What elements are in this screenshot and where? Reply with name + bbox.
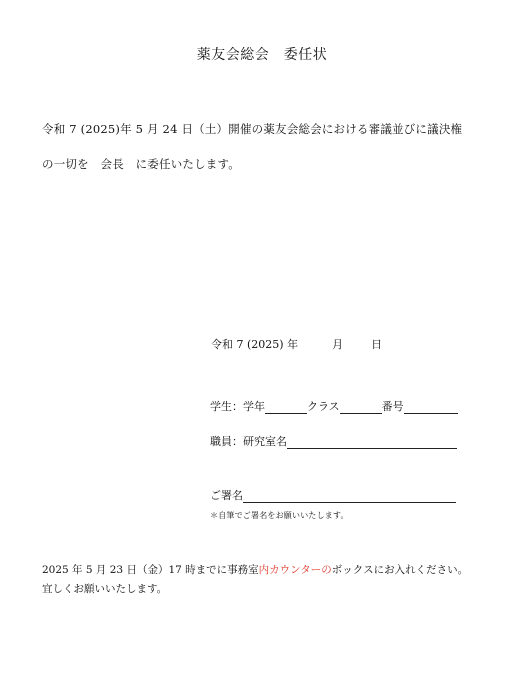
date-day-label: 日 [371,338,383,351]
submission-notice [42,562,468,577]
notice-suffix: ボックスにお入れください。 [331,564,469,576]
closing-line: 宜しくお願いいたします。 [42,583,168,595]
signature-note: ＊自筆でご署名をお願いいたします。 [210,511,349,520]
date-line [211,336,382,352]
staff-lab-field[interactable] [287,435,457,449]
number-label: 番号 [381,400,404,413]
notice-prefix: 2025 年 5 月 23 日（金）17 時までに事務室 [42,564,259,576]
number-field[interactable] [404,400,458,414]
date-era-year: 令和 7 (2025) 年 [211,338,299,351]
delegation-statement-line-2: の一切を 会長 に委任いたします。 [42,157,240,171]
student-year-label: 学生：学年 [210,400,265,413]
document-title: 薬友会総会 委任状 [196,47,328,63]
class-field[interactable] [340,400,382,414]
staff-lab-label: 職員：研究室名 [210,435,287,448]
delegation-statement-line-1: 令和 7 (2025)年 5 月 24 日（土）開催の薬友会総会における審議並びに議決権 [42,122,463,136]
class-label: クラス [307,400,340,413]
signature-row [210,487,456,503]
signature-field[interactable] [243,489,456,503]
student-info-row [210,398,458,414]
student-year-field[interactable] [265,400,307,414]
date-month-label: 月 [332,338,344,351]
signature-label: ご署名 [210,489,243,502]
staff-info-row [210,433,457,449]
notice-highlight: 内カウンターの [258,564,332,576]
